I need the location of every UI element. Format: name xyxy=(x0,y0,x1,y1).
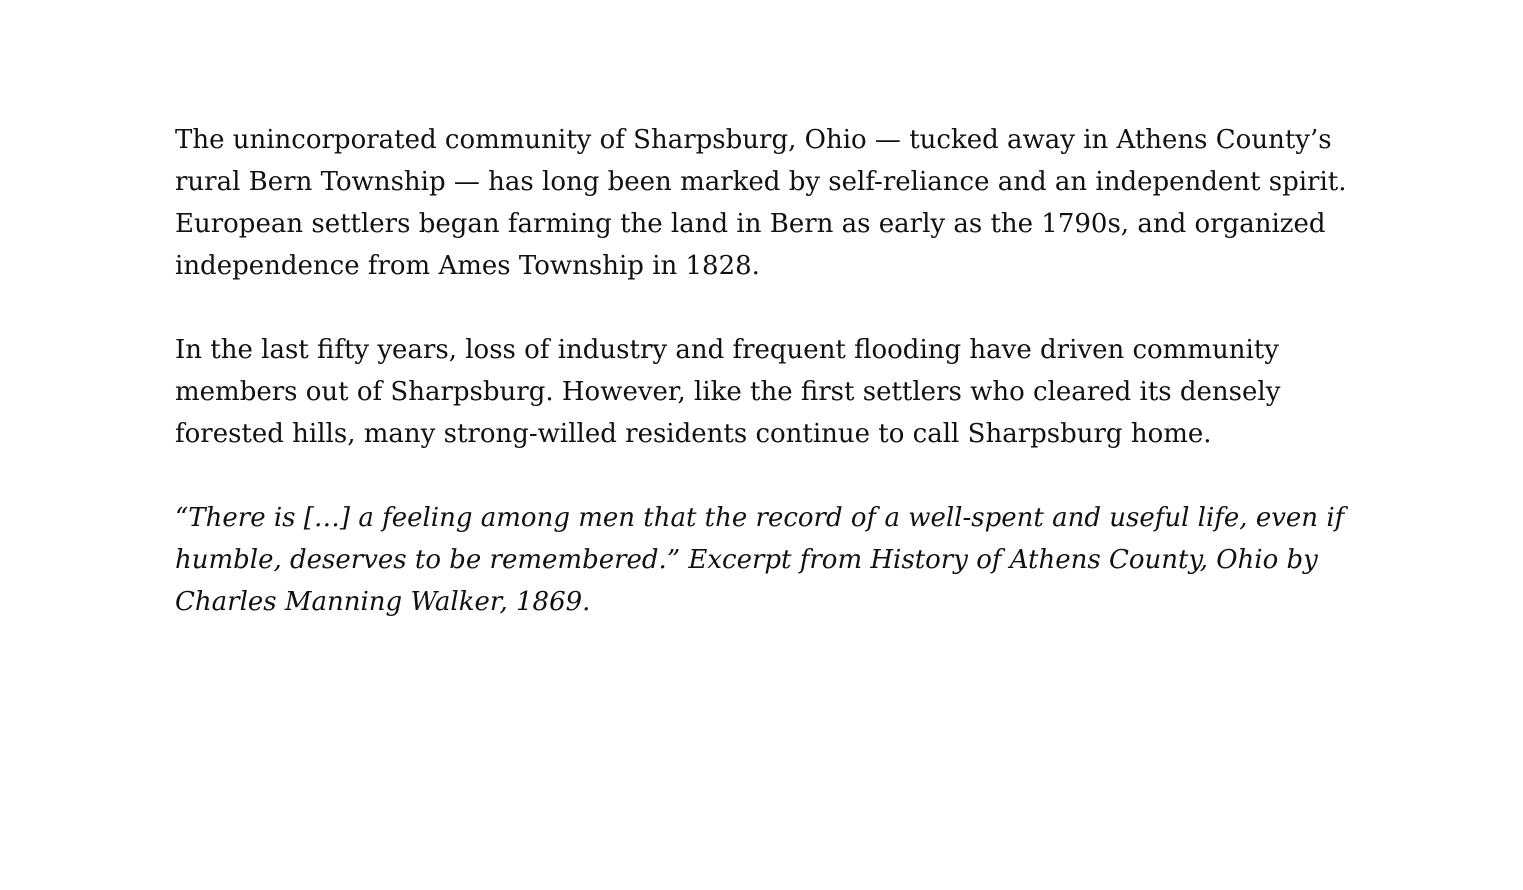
intro-paragraph: The unincorporated community of Sharpsburg, Ohio — tucked away in Athens County’s rural Bern Township — has long been marked by self-reliance and an independent spirit. European settlers began farming the land in Bern as early as the 1790s, and organized independence from Ames Township in 1828. xyxy=(175,125,1347,281)
history-paragraph: In the last fifty years, loss of industry and frequent flooding have driven community members out of Sharpsburg. However, like the first settlers who cleared its densely forested hills, many strong-willed residents continue to call Sharpsburg home. xyxy=(175,335,1281,449)
article-body xyxy=(175,119,1365,623)
historical-quote: “There is […] a feeling among men that the record of a well-spent and useful life, even if humble, deserves to be remembered.” Excerpt from History of Athens County, Ohio by Charles Manning Walker, 1869. xyxy=(175,503,1345,617)
